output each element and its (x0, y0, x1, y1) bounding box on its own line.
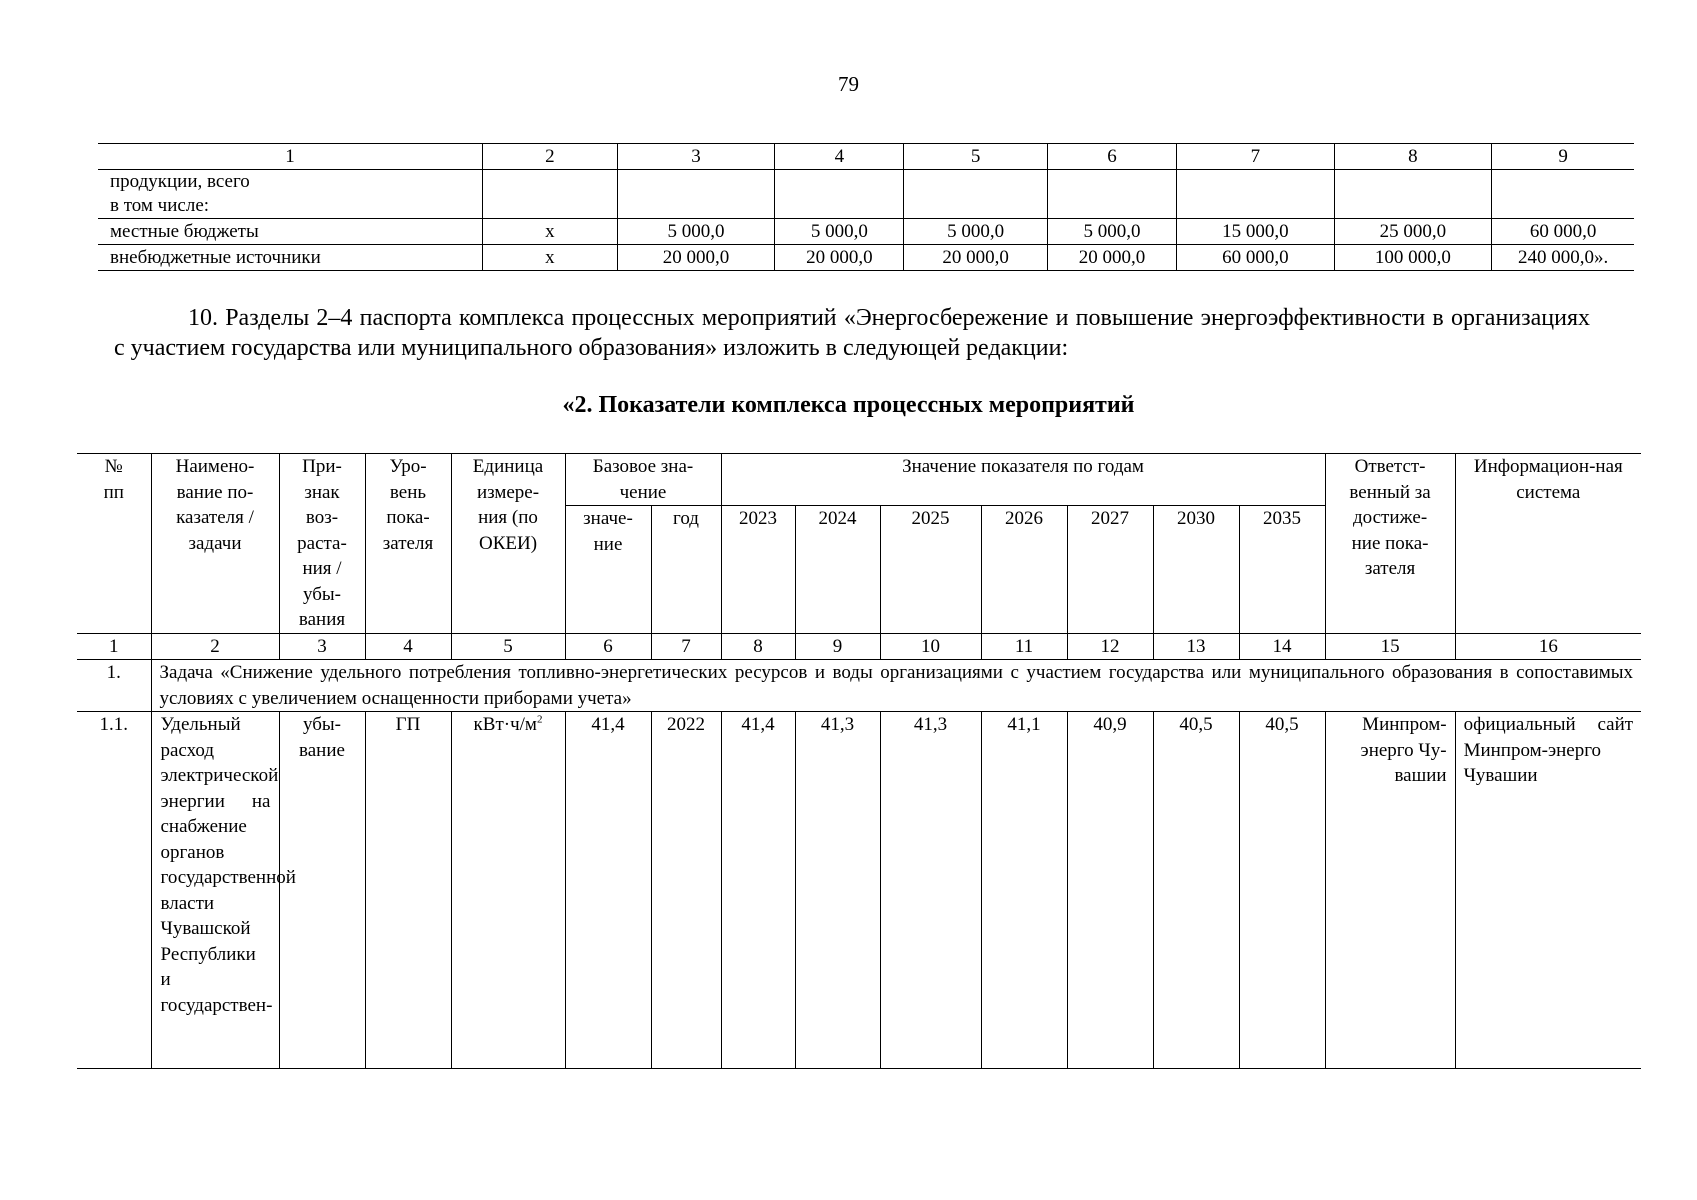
table-row (98, 245, 1634, 271)
header-year: 2035 (1239, 506, 1325, 633)
table-cell (904, 170, 1047, 219)
column-number: 7 (651, 633, 721, 660)
table-cell (775, 170, 904, 219)
page-number: 79 (838, 72, 859, 96)
column-number: 7 (1177, 144, 1335, 170)
column-number: 13 (1153, 633, 1239, 660)
table-row (77, 712, 1641, 1069)
finance-column-numbers-row (98, 144, 1634, 170)
header-sign: При-знак воз-раста-ния / убы-вания (279, 454, 365, 634)
table-cell (617, 170, 775, 219)
year-value: 41,3 (880, 712, 981, 1069)
column-number: 14 (1239, 633, 1325, 660)
unit-text: кВт·ч/м (473, 714, 537, 735)
table-cell: 5 000,0 (617, 219, 775, 245)
column-number: 9 (1492, 144, 1634, 170)
column-number: 2 (483, 144, 618, 170)
year-value: 40,5 (1239, 712, 1325, 1069)
table-cell (1047, 170, 1176, 219)
column-number: 12 (1067, 633, 1153, 660)
column-number: 1 (77, 633, 151, 660)
base-value: 41,4 (565, 712, 651, 1069)
base-year: 2022 (651, 712, 721, 1069)
header-year: 2024 (795, 506, 880, 633)
column-number: 1 (98, 144, 483, 170)
column-number: 16 (1455, 633, 1641, 660)
indicator-level: ГП (365, 712, 451, 1069)
table-cell: х (483, 245, 618, 271)
header-row (77, 454, 1641, 506)
table-cell (1177, 170, 1335, 219)
header-name: Наимено-вание по-казателя / задачи (151, 454, 279, 634)
indicators-table (77, 453, 1641, 1069)
table-cell (1492, 170, 1634, 219)
row-label-line: продукции, всего (110, 171, 250, 192)
column-number: 10 (880, 633, 981, 660)
header-year: 2027 (1067, 506, 1153, 633)
table-cell: 240 000,0». (1492, 245, 1634, 271)
column-number: 11 (981, 633, 1067, 660)
table-cell: 20 000,0 (1047, 245, 1176, 271)
year-value: 40,9 (1067, 712, 1153, 1069)
column-number: 9 (795, 633, 880, 660)
column-number: 15 (1325, 633, 1455, 660)
header-info-system: Информацион-ная система (1455, 454, 1641, 634)
responsible: Минпром-энерго Чу-вашии (1325, 712, 1455, 1069)
row-label: местные бюджеты (98, 219, 483, 245)
unit-superscript: 2 (536, 713, 543, 726)
year-value: 41,3 (795, 712, 880, 1069)
column-number: 4 (365, 633, 451, 660)
table-cell: 5 000,0 (1047, 219, 1176, 245)
header-responsible: Ответст-венный за достиже-ние пока-зателя (1325, 454, 1455, 634)
indicator-unit (451, 712, 565, 1069)
column-number: 8 (721, 633, 795, 660)
table-cell: 100 000,0 (1334, 245, 1492, 271)
column-number: 5 (904, 144, 1047, 170)
row-label: внебюджетные источники (98, 245, 483, 271)
table-row (98, 170, 1634, 219)
column-number: 2 (151, 633, 279, 660)
table-cell: 5 000,0 (904, 219, 1047, 245)
table-cell: 20 000,0 (775, 245, 904, 271)
header-base-value: значе-ние (565, 506, 651, 633)
row-number: 1.1. (77, 712, 151, 1069)
column-numbers-row (77, 633, 1641, 660)
column-number: 4 (775, 144, 904, 170)
header-base: Базовое зна-чение (565, 454, 721, 506)
table-cell: 60 000,0 (1177, 245, 1335, 271)
header-num: № пп (77, 454, 151, 634)
year-value: 40,5 (1153, 712, 1239, 1069)
table-cell: 15 000,0 (1177, 219, 1335, 245)
section-title: «2. Показатели комплекса процессных мероприятий (562, 392, 1135, 418)
task-row (77, 660, 1641, 712)
row-label (98, 170, 483, 219)
column-number: 5 (451, 633, 565, 660)
table-cell: х (483, 219, 618, 245)
header-level: Уро-вень пока-зателя (365, 454, 451, 634)
column-number: 6 (1047, 144, 1176, 170)
header-years-group: Значение показателя по годам (721, 454, 1325, 506)
amendment-paragraph: 10. Разделы 2–4 паспорта комплекса процессных мероприятий «Энергосбережение и повышение энергоэффективности в организациях с участием государства или муниципального образования» изложить в следующей редакции: (114, 305, 1590, 361)
row-label-line: в том числе: (110, 195, 210, 216)
column-number: 6 (565, 633, 651, 660)
indicator-sign: убы-вание (279, 712, 365, 1069)
table-cell: 20 000,0 (617, 245, 775, 271)
table-cell: 25 000,0 (1334, 219, 1492, 245)
info-system: официальный сайт Минпром-энерго Чувашии (1455, 712, 1641, 1069)
column-number: 8 (1334, 144, 1492, 170)
header-year: 2025 (880, 506, 981, 633)
year-value: 41,1 (981, 712, 1067, 1069)
table-cell (1334, 170, 1492, 219)
header-year: 2026 (981, 506, 1067, 633)
task-number: 1. (77, 660, 151, 712)
table-cell: 60 000,0 (1492, 219, 1634, 245)
header-year: 2030 (1153, 506, 1239, 633)
header-base-year: год (651, 506, 721, 633)
finance-table (98, 143, 1634, 271)
table-row (98, 219, 1634, 245)
table-cell: 5 000,0 (775, 219, 904, 245)
table-cell (483, 170, 618, 219)
indicator-name: Удельный расход электрической энергии на снабжение органов государственной власти Чувашской Республики и государствен- (151, 712, 279, 1069)
task-text: Задача «Снижение удельного потребления топливно-энергетических ресурсов и воды организациями с участием государства или муниципального образования в сопоставимых условиях с увеличением оснащенности приборами учета» (151, 660, 1641, 712)
header-year: 2023 (721, 506, 795, 633)
column-number: 3 (279, 633, 365, 660)
table-cell: 20 000,0 (904, 245, 1047, 271)
year-value: 41,4 (721, 712, 795, 1069)
header-unit: Единица измере-ния (по ОКЕИ) (451, 454, 565, 634)
column-number: 3 (617, 144, 775, 170)
